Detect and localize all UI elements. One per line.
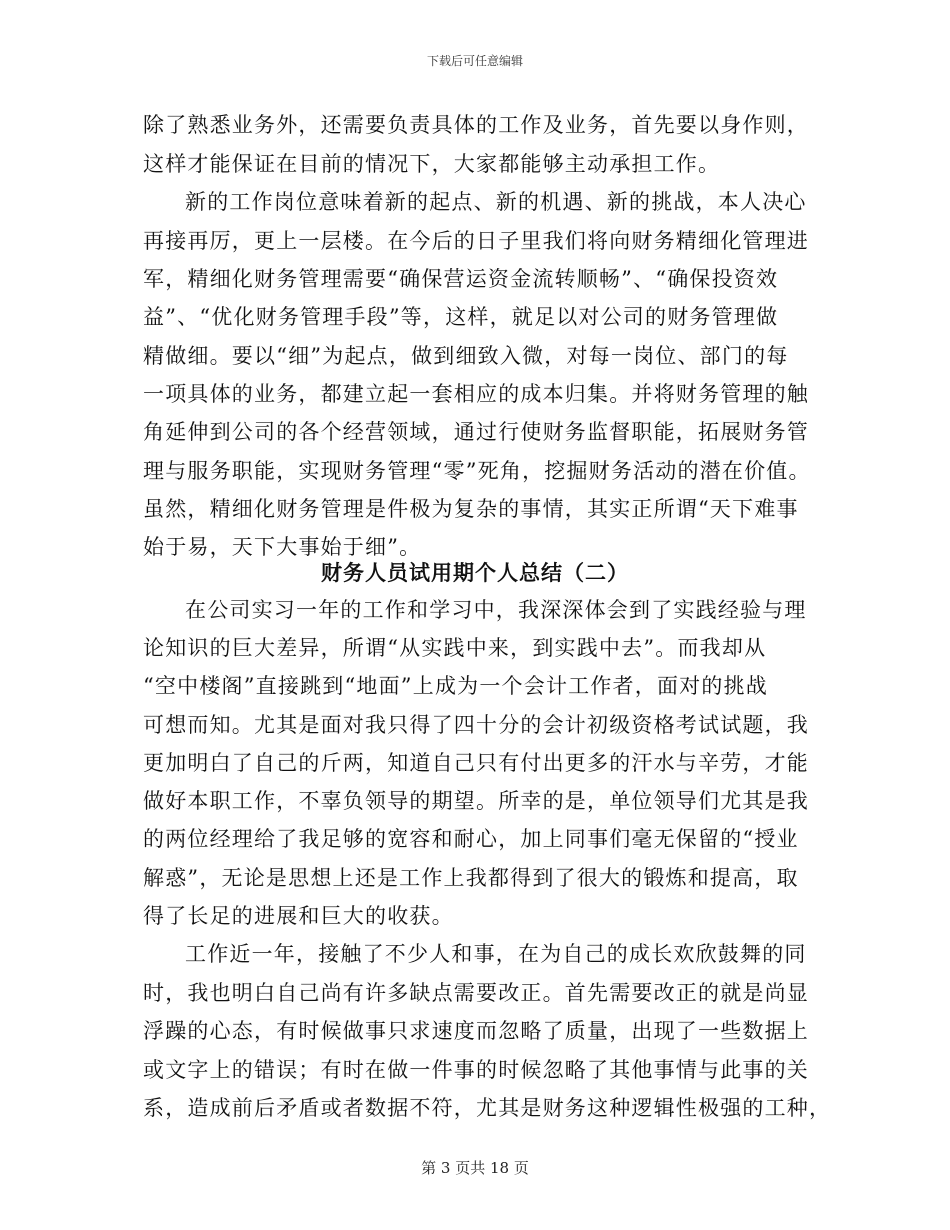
paragraph-start-line: 工作近一年，接触了不少人和事，在为自己的成长欢欣鼓舞的同 [185, 942, 807, 966]
text-line: 这样才能保证在目前的情况下，大家都能够主动承担工作。 [143, 152, 721, 176]
text-line: 或文字上的错误；有时在做一件事的时候忽略了其他事情与此事的关 [143, 1058, 809, 1082]
text-line: “空中楼阁”直接跳到“地面”上成为一个会计工作者，面对的挑战 [143, 674, 768, 698]
text-line: 浮躁的心态，有时候做事只求速度而忽略了质量，出现了一些数据上 [143, 1019, 809, 1043]
text-line: 论知识的巨大差异，所谓“从实践中来，到实践中去”。而我却从 [143, 636, 767, 660]
text-line: 系，造成前后矛盾或者数据不符，尤其是财务这种逻辑性极强的工种， [143, 1096, 832, 1120]
text-line: 始于易，天下大事始于细”。 [143, 535, 422, 559]
text-line: 一项具体的业务，都建立起一套相应的成本归集。并将财务管理的触 [143, 382, 809, 406]
paragraph-start-line: 在公司实习一年的工作和学习中，我深深体会到了实践经验与理 [185, 598, 807, 622]
text-line: 虽然，精细化财务管理是件极为复杂的事情，其实正所谓“天下难事 [143, 497, 799, 521]
page-header: 下载后可任意编辑 [426, 54, 523, 68]
text-line: 除了熟悉业务外，还需要负责具体的工作及业务，首先要以身作则， [143, 113, 809, 137]
text-line: 益”、“优化财务管理手段”等，这样，就足以对公司的财务管理做 [143, 305, 779, 329]
text-line: 理与服务职能，实现财务管理“零”死角，挖掘财务活动的潜在价值。 [143, 459, 811, 483]
text-line: 的两位经理给了我足够的宽容和耐心，加上同事们毫无保留的“授业 [143, 827, 799, 851]
page-footer: 第 3 页共 18 页 [421, 1159, 529, 1177]
text-line: 解惑”，无论是思想上还是工作上我都得到了很大的锻炼和提高，取 [143, 866, 799, 890]
text-line: 更加明白了自己的斤两，知道自己只有付出更多的汗水与辛劳，才能 [143, 751, 809, 775]
text-line: 做好本职工作，不辜负领导的期望。所幸的是，单位领导们尤其是我 [143, 789, 809, 813]
text-line: 角延伸到公司的各个经营领域，通过行使财务监督职能，拓展财务管 [143, 420, 809, 444]
text-line: 时，我也明白自己尚有许多缺点需要改正。首先需要改正的就是尚显 [143, 981, 809, 1005]
text-line: 再接再厉，更上一层楼。在今后的日子里我们将向财务精细化管理进 [143, 229, 809, 253]
text-line: 精做细。要以“细”为起点，做到细致入微，对每一岗位、部门的每 [143, 344, 789, 368]
paragraph-start-line: 新的工作岗位意味着新的起点、新的机遇、新的挑战，本人决心 [185, 190, 807, 214]
text-line: 可想而知。尤其是面对我只得了四十分的会计初级资格考试试题，我 [143, 713, 809, 737]
section-heading: 财务人员试用期个人总结（二） [321, 560, 629, 585]
text-line: 军，精细化财务管理需要“确保营运资金流转顺畅”、“确保投资效 [143, 267, 779, 291]
text-line: 得了长足的进展和巨大的收获。 [143, 904, 454, 928]
